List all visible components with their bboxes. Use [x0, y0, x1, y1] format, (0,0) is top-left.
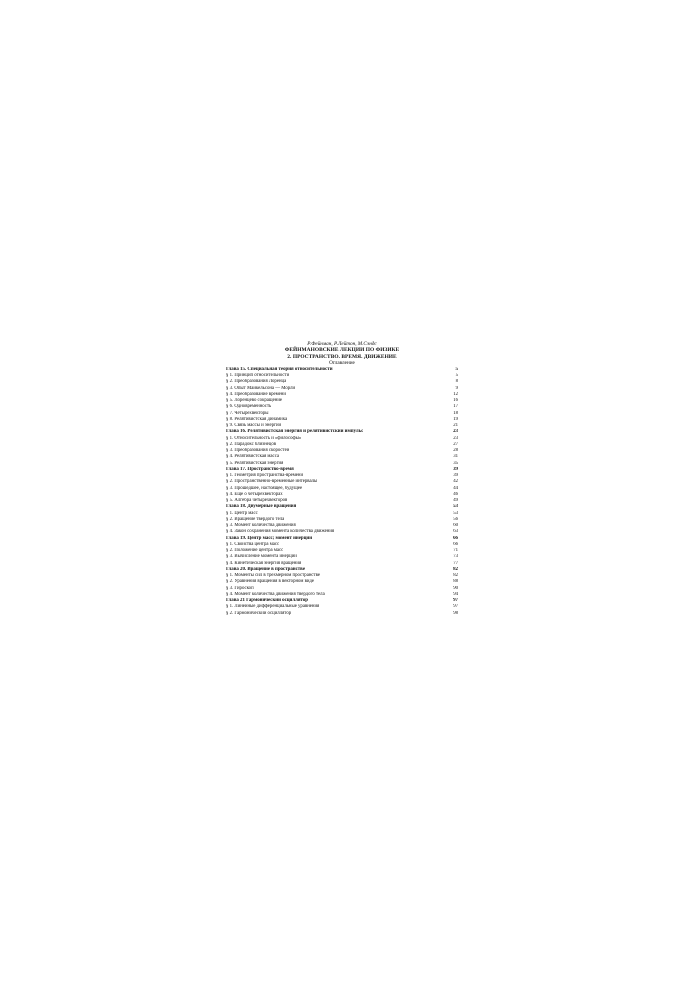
page-number: 90 [453, 585, 458, 591]
page-number: 56 [453, 516, 458, 522]
section-title: § 1. Линейные дифференциальные уравнения [226, 604, 320, 610]
section-title: § 3. Опыт Майкельсона — Морли [226, 385, 296, 391]
section-title: § 3. Прошедшее, настоящее, будущее [226, 485, 303, 491]
section-title: § 1. Свойства центра масс [226, 541, 280, 547]
page-number: 39 [453, 466, 458, 472]
page-number: 71 [453, 548, 458, 554]
page-number: 35 [453, 460, 458, 466]
section-title: § 5. Алгебра четырехвекторов [226, 498, 288, 504]
page-number: 23 [453, 429, 458, 435]
page-number: 98 [453, 610, 458, 616]
page-number: 27 [453, 441, 458, 447]
page-number: 49 [453, 498, 458, 504]
page-number: 46 [453, 491, 458, 497]
page-number: 60 [453, 523, 458, 529]
page-number: 77 [453, 560, 458, 566]
page-number: 66 [453, 535, 458, 541]
section-title: § 4. Закон сохранения момента количества движения [226, 529, 335, 535]
toc-section-row [226, 611, 458, 617]
book-title: ФЕЙНМАНОВСКИЕ ЛЕКЦИИ ПО ФИЗИКЕ [284, 347, 400, 353]
section-title: § 3. Момент количества движения [226, 523, 296, 529]
page-number: 5 [455, 366, 458, 372]
page-number: 18 [453, 410, 458, 416]
section-title: § 5. Релятивистская энергия [226, 460, 284, 466]
page-number: 23 [453, 435, 458, 441]
section-title: § 9. Связь массы и энергии [226, 423, 282, 429]
page-number: 97 [453, 604, 458, 610]
page-number: 73 [453, 554, 458, 560]
chapter-title: Глава 18. Двумерные вращения [226, 504, 297, 510]
book-subtitle: 2. ПРОСТРАНСТВО. ВРЕМЯ. ДВИЖЕНИЕ [287, 353, 397, 360]
table-of-contents [226, 341, 458, 657]
page-number: 9 [455, 385, 458, 391]
section-title: § 7. Четырехвекторы [226, 410, 269, 416]
page-number: 8 [455, 379, 458, 385]
chapter-title: Глава 17. Пространство-время [226, 466, 294, 472]
section-title: § 2. Гармонический осциллятор [226, 610, 292, 616]
section-title: § 1. Геометрия пространства-времени [226, 473, 304, 479]
page-number: 63 [453, 529, 458, 535]
section-title: § 6. Одновременность [226, 404, 272, 410]
section-title: § 1. Центр масс [226, 510, 258, 516]
page-number: 53 [453, 504, 458, 510]
chapter-title: Глава 16. Релятивистская энергия и релятивистский импульс [226, 429, 364, 435]
authors-line: Р.Фейнман, Р.Лейтон, М.Сэндс [307, 341, 377, 347]
page-number: 53 [453, 510, 458, 516]
section-title: § 2. Положение центра масс [226, 548, 284, 554]
section-title: § 4. Момент количества движения твердого тела [226, 591, 325, 597]
section-title: § 1. Относительность и «философы» [226, 435, 302, 441]
page-number: 82 [453, 566, 458, 572]
section-title: § 2. Преобразования Лоренца [226, 379, 287, 385]
page-number: 97 [453, 598, 458, 604]
page-number: 88 [453, 579, 458, 585]
page-number: 82 [453, 573, 458, 579]
page-number: 31 [453, 454, 458, 460]
section-title: § 2. Парадокс близнецов [226, 441, 276, 447]
section-title: § 2. Вращение твердого тела [226, 516, 285, 522]
section-title: § 3. Гироскоп [226, 585, 254, 591]
section-title: § 4. Релятивистская масса [226, 454, 280, 460]
page-number: 5 [455, 373, 458, 379]
page-number: 28 [453, 448, 458, 454]
section-title: § 3. Преобразования скоростей [226, 448, 290, 454]
page-number: 94 [453, 591, 458, 597]
section-title: § 8. Релятивистская динамика [226, 416, 288, 422]
page-number: 12 [453, 391, 458, 397]
page-number: 66 [453, 541, 458, 547]
chapter-title: Глава 21 Гармонический осциллятор [226, 598, 309, 604]
page-number: 42 [453, 479, 458, 485]
chapter-title: Глава 19. Центр масс; момент инерции [226, 535, 313, 541]
section-title: § 1. Моменты сил в трехмерном пространстве [226, 573, 320, 579]
page-number: 16 [453, 398, 458, 404]
contents-heading: Оглавление [329, 360, 355, 367]
section-title: § 4. Преобразование времени [226, 391, 286, 397]
page-number: 17 [453, 404, 458, 410]
section-title: § 4. Еще о четырехвекторах [226, 491, 283, 497]
toc-list [226, 367, 458, 617]
section-title: § 5. Лоренцево сокращение [226, 398, 283, 404]
page-number: 44 [453, 485, 458, 491]
page-number: 21 [453, 423, 458, 429]
section-title: § 1. Принцип относительности [226, 373, 290, 379]
chapter-title: Глава 20. Вращение в пространстве [226, 566, 305, 572]
section-title: § 2. Уравнения вращения в векторном виде [226, 579, 314, 585]
page-number: 39 [453, 473, 458, 479]
section-title: § 3. Вычисление момента инерции [226, 554, 297, 560]
page-number: 19 [453, 416, 458, 422]
chapter-title: Глава 15. Специальная теория относительности [226, 366, 333, 372]
section-title: § 2. Пространственно-временные интервалы [226, 479, 318, 485]
section-title: § 4. Кинетическая энергия вращения [226, 560, 302, 566]
